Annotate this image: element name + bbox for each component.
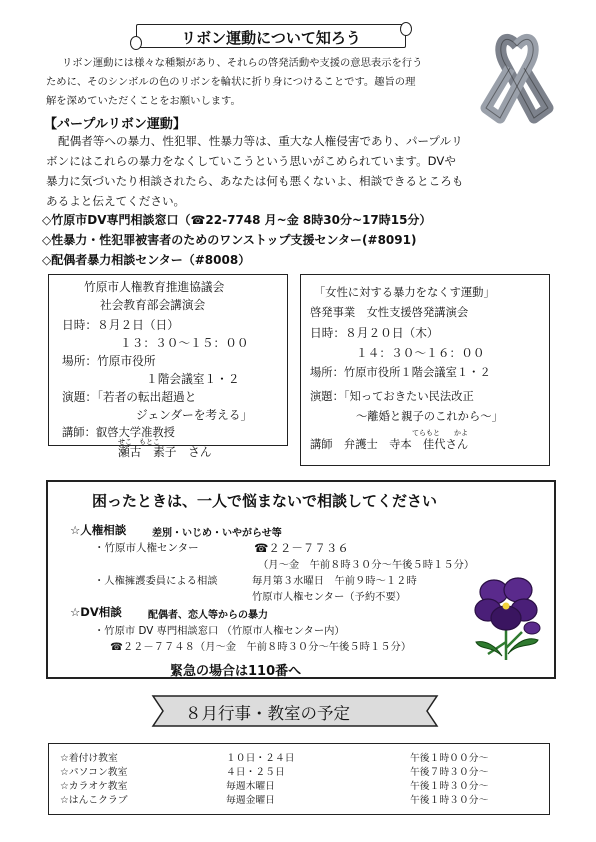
- purple-ribbon-heading: 【パープルリボン運動】: [44, 117, 186, 132]
- intro-line-2: ために、そのシンボルの色のリボンを輪状に折り身につけることです。趣旨の理: [46, 76, 416, 88]
- left-event-title-2: 社会教育部会講演会: [100, 298, 206, 312]
- schedule-row-1-name: ☆着付け教室: [60, 753, 118, 764]
- schedule-row-1-days: １０日・２４日: [226, 753, 295, 764]
- hr-center: ・竹原市人権センター: [94, 542, 199, 554]
- contact-spousal-center: ◇配偶者暴力相談センター（#8008）: [42, 253, 251, 267]
- purple-line-3: 暴力に気づいたり相談されたら、あなたは何も悪くないよ、相談できるところも: [46, 174, 464, 188]
- hr-committee-where: 竹原市人権センター（予約不要）: [252, 591, 407, 603]
- title-scroll: [130, 22, 412, 50]
- hr-center-tel: ☎２２－７７３６: [254, 541, 349, 555]
- schedule-row-4-time: 午後１時３０分～: [410, 795, 489, 806]
- right-event-title-1: 「女性に対する暴力をなくす運動」: [314, 286, 495, 299]
- schedule-row-4-name: ☆はんこクラブ: [60, 795, 128, 806]
- left-event-topic: 演題：「若者の転出超過と: [62, 390, 197, 404]
- intro-line-3: 解を深めていただくことをお願いします。: [46, 95, 241, 107]
- right-event-lecturer: 講師 弁護士 寺本 佳代さん: [310, 438, 469, 451]
- contact-onestop-center: ◇性暴力・性犯罪被害者のためのワンストップ支援センター(#8091): [42, 233, 417, 247]
- purple-line-2: ボンにはこれらの暴力をなくしていこうという思いがこめられています。DVや: [46, 154, 456, 168]
- purple-line-1: 配偶者等への暴力、性犯罪、性暴力等は、重大な人権侵害であり、パープルリ: [58, 134, 463, 148]
- dv-consult-label: ☆DV相談: [70, 605, 122, 619]
- right-event-time: １４：３０～１６：００: [356, 346, 485, 360]
- schedule-row-2-time: 午後７時３０分～: [410, 767, 489, 778]
- left-event-time: １３：３０～１５：００: [120, 336, 249, 350]
- intro-line-1: リボン運動には様々な種類があり、それらの啓発活動や支援の意思表示を行う: [62, 57, 423, 69]
- emergency-note: 緊急の場合は110番へ: [170, 664, 302, 679]
- right-event-place: 場所：竹原市役所１階会議室１・２: [310, 366, 491, 379]
- left-event-title-1: 竹原市人権教育推進協議会: [84, 280, 225, 294]
- left-event-lecturer-name: 瀬古 素子 さん: [118, 445, 212, 459]
- left-event-ruby: せこ もとこ: [118, 438, 160, 446]
- right-event-topic-2: ～離婚と親子のこれから～」: [356, 410, 503, 423]
- purple-line-4: あるよと伝えてください。: [46, 194, 186, 208]
- left-event-topic-2: ジェンダーを考える」: [136, 408, 253, 422]
- schedule-row-4-days: 毎週金曜日: [226, 795, 275, 806]
- awareness-ribbon-icon: [474, 28, 560, 124]
- left-event-date: 日時：８月２日（日）: [62, 318, 179, 332]
- page-title: リボン運動について知ろう: [181, 29, 361, 47]
- pansy-flower-icon: [472, 570, 548, 662]
- right-event-ruby: てらもと かよ: [412, 429, 468, 437]
- dv-window: ・竹原市 DV 専門相談窓口 （竹原市人権センター内）: [94, 625, 345, 637]
- consult-heading: 困ったときは、一人で悩まないで相談してください: [92, 492, 438, 510]
- schedule-row-2-name: ☆パソコン教室: [60, 767, 128, 778]
- right-event-topic: 演題：「知っておきたい民法改正: [310, 390, 474, 403]
- dv-tel: ☎２２－７７４８（月～金 午前８時３０分～午後５時１５分）: [110, 641, 412, 653]
- schedule-row-1-time: 午後１時００分～: [410, 753, 489, 764]
- dv-consult-desc: 配偶者、恋人等からの暴力: [148, 610, 268, 621]
- human-rights-desc: 差別・いじめ・いやがらせ等: [152, 528, 282, 539]
- human-rights-label: ☆人権相談: [70, 523, 127, 537]
- hr-committee-when: 毎月第３水曜日 午前９時～１２時: [252, 575, 417, 587]
- schedule-heading: ８月行事・教室の予定: [185, 704, 350, 723]
- contact-dv-window: ◇竹原市DV専門相談窓口（☎22-7748 月~金 8時30分~17時15分）: [42, 213, 432, 227]
- hr-committee: ・人権擁護委員による相談: [94, 575, 218, 587]
- right-event-date: 日時：８月２０日（木）: [310, 326, 439, 340]
- left-event-place: 場所：竹原市役所: [62, 354, 156, 368]
- schedule-row-3-days: 毎週木曜日: [226, 781, 275, 792]
- schedule-row-3-name: ☆カラオケ教室: [60, 781, 128, 792]
- right-event-title-2: 啓発事業 女性支援啓発講演会: [310, 306, 469, 319]
- hr-center-hours: （月～金 午前８時３０分～午後５時１５分）: [258, 559, 475, 571]
- schedule-row-3-time: 午後１時３０分～: [410, 781, 489, 792]
- left-event-place-2: １階会議室１・２: [146, 372, 240, 386]
- left-event-lecturer: 講師：叡啓大学准教授: [62, 426, 175, 439]
- schedule-row-2-days: ４日・２５日: [226, 767, 285, 778]
